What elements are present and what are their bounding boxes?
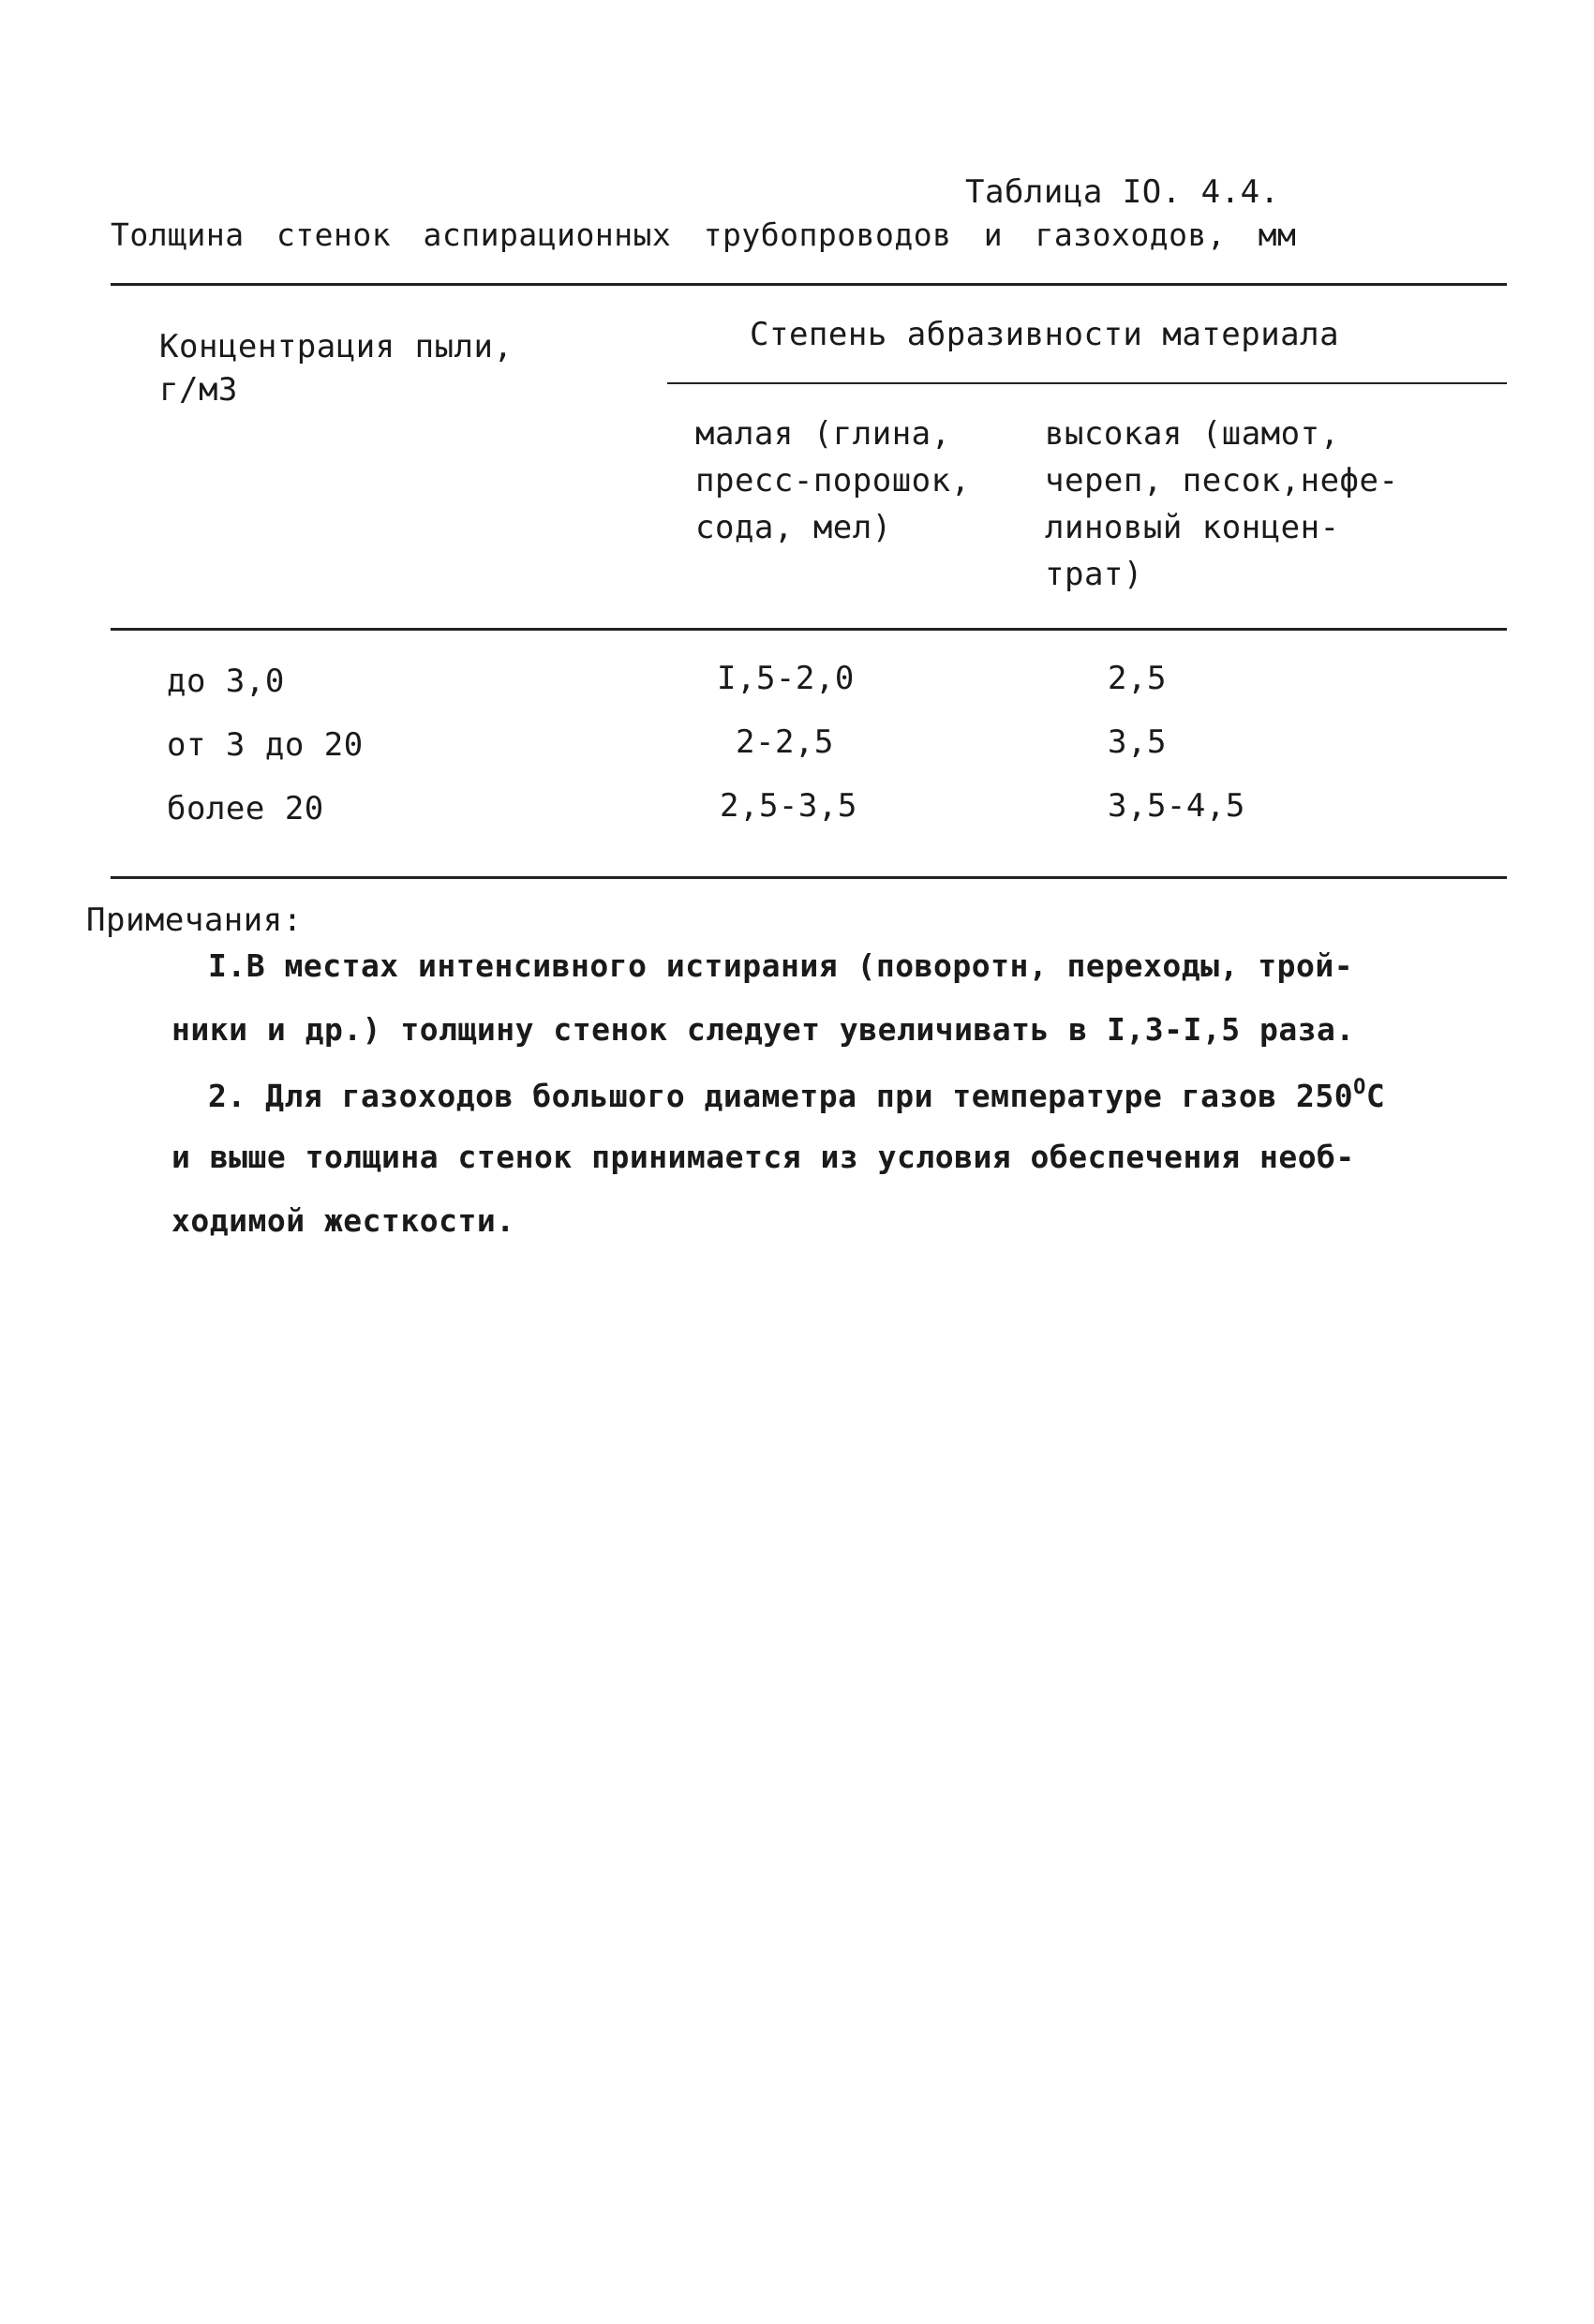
- row-concentration: до 3,0: [167, 663, 285, 700]
- header-high-abrasiveness: [1045, 410, 1398, 598]
- header-concentration-line: Концентрация пыли,: [159, 328, 514, 365]
- notes-heading: Примечания:: [86, 901, 303, 939]
- row-high-value: 3,5-4,5: [1108, 787, 1245, 825]
- header-high-line-1: высокая (шамот,: [1045, 415, 1340, 453]
- note-2-text: 2. Для газоходов большого диаметра при температуре газов 250: [208, 1078, 1354, 1114]
- note-1-line-1: I.В местах интенсивного истирания (поворотн, переходы, трой-: [208, 947, 1354, 984]
- header-group-rule: [667, 382, 1507, 384]
- degree-sign: О: [1353, 1076, 1366, 1099]
- header-low-line-2: пресс-порошок,: [695, 462, 971, 499]
- row-low-value: 2-2,5: [736, 723, 834, 761]
- table-label: Таблица IO. 4.4.: [965, 173, 1280, 211]
- header-concentration-unit: г/м3: [159, 371, 238, 409]
- note-2-line-1: [208, 1076, 1386, 1114]
- header-low-abrasiveness: [695, 410, 971, 551]
- header-bottom-rule: [111, 628, 1507, 631]
- row-high-value: 2,5: [1108, 660, 1167, 697]
- header-low-line-1: малая (глина,: [695, 415, 951, 453]
- row-low-value: 2,5-3,5: [720, 787, 857, 825]
- header-abrasiveness-group: Степень абразивности материала: [750, 316, 1340, 353]
- row-concentration: более 20: [167, 790, 324, 827]
- celsius-unit: С: [1365, 1078, 1386, 1114]
- table-top-rule: [111, 283, 1507, 286]
- row-high-value: 3,5: [1108, 723, 1167, 761]
- row-low-value: I,5-2,0: [717, 660, 855, 697]
- header-high-line-2: череп, песок,нефе-: [1045, 462, 1399, 499]
- row-concentration: от 3 до 20: [167, 726, 364, 764]
- table-title: Толщина стенок аспирационных трубопроводов и газоходов, мм: [111, 216, 1297, 253]
- header-low-line-3: сода, мел): [695, 509, 892, 546]
- table-bottom-rule: [111, 876, 1507, 879]
- header-high-line-4: трат): [1045, 556, 1143, 593]
- note-1-line-2: ники и др.) толщину стенок следует увеличивать в I,3-I,5 раза.: [171, 1011, 1355, 1048]
- header-high-line-3: линовый концен-: [1045, 509, 1340, 546]
- header-concentration: [159, 323, 513, 413]
- note-2-line-2: и выше толщина стенок принимается из условия обеспечения необ-: [171, 1139, 1355, 1175]
- note-2-line-3: ходимой жесткости.: [171, 1202, 515, 1239]
